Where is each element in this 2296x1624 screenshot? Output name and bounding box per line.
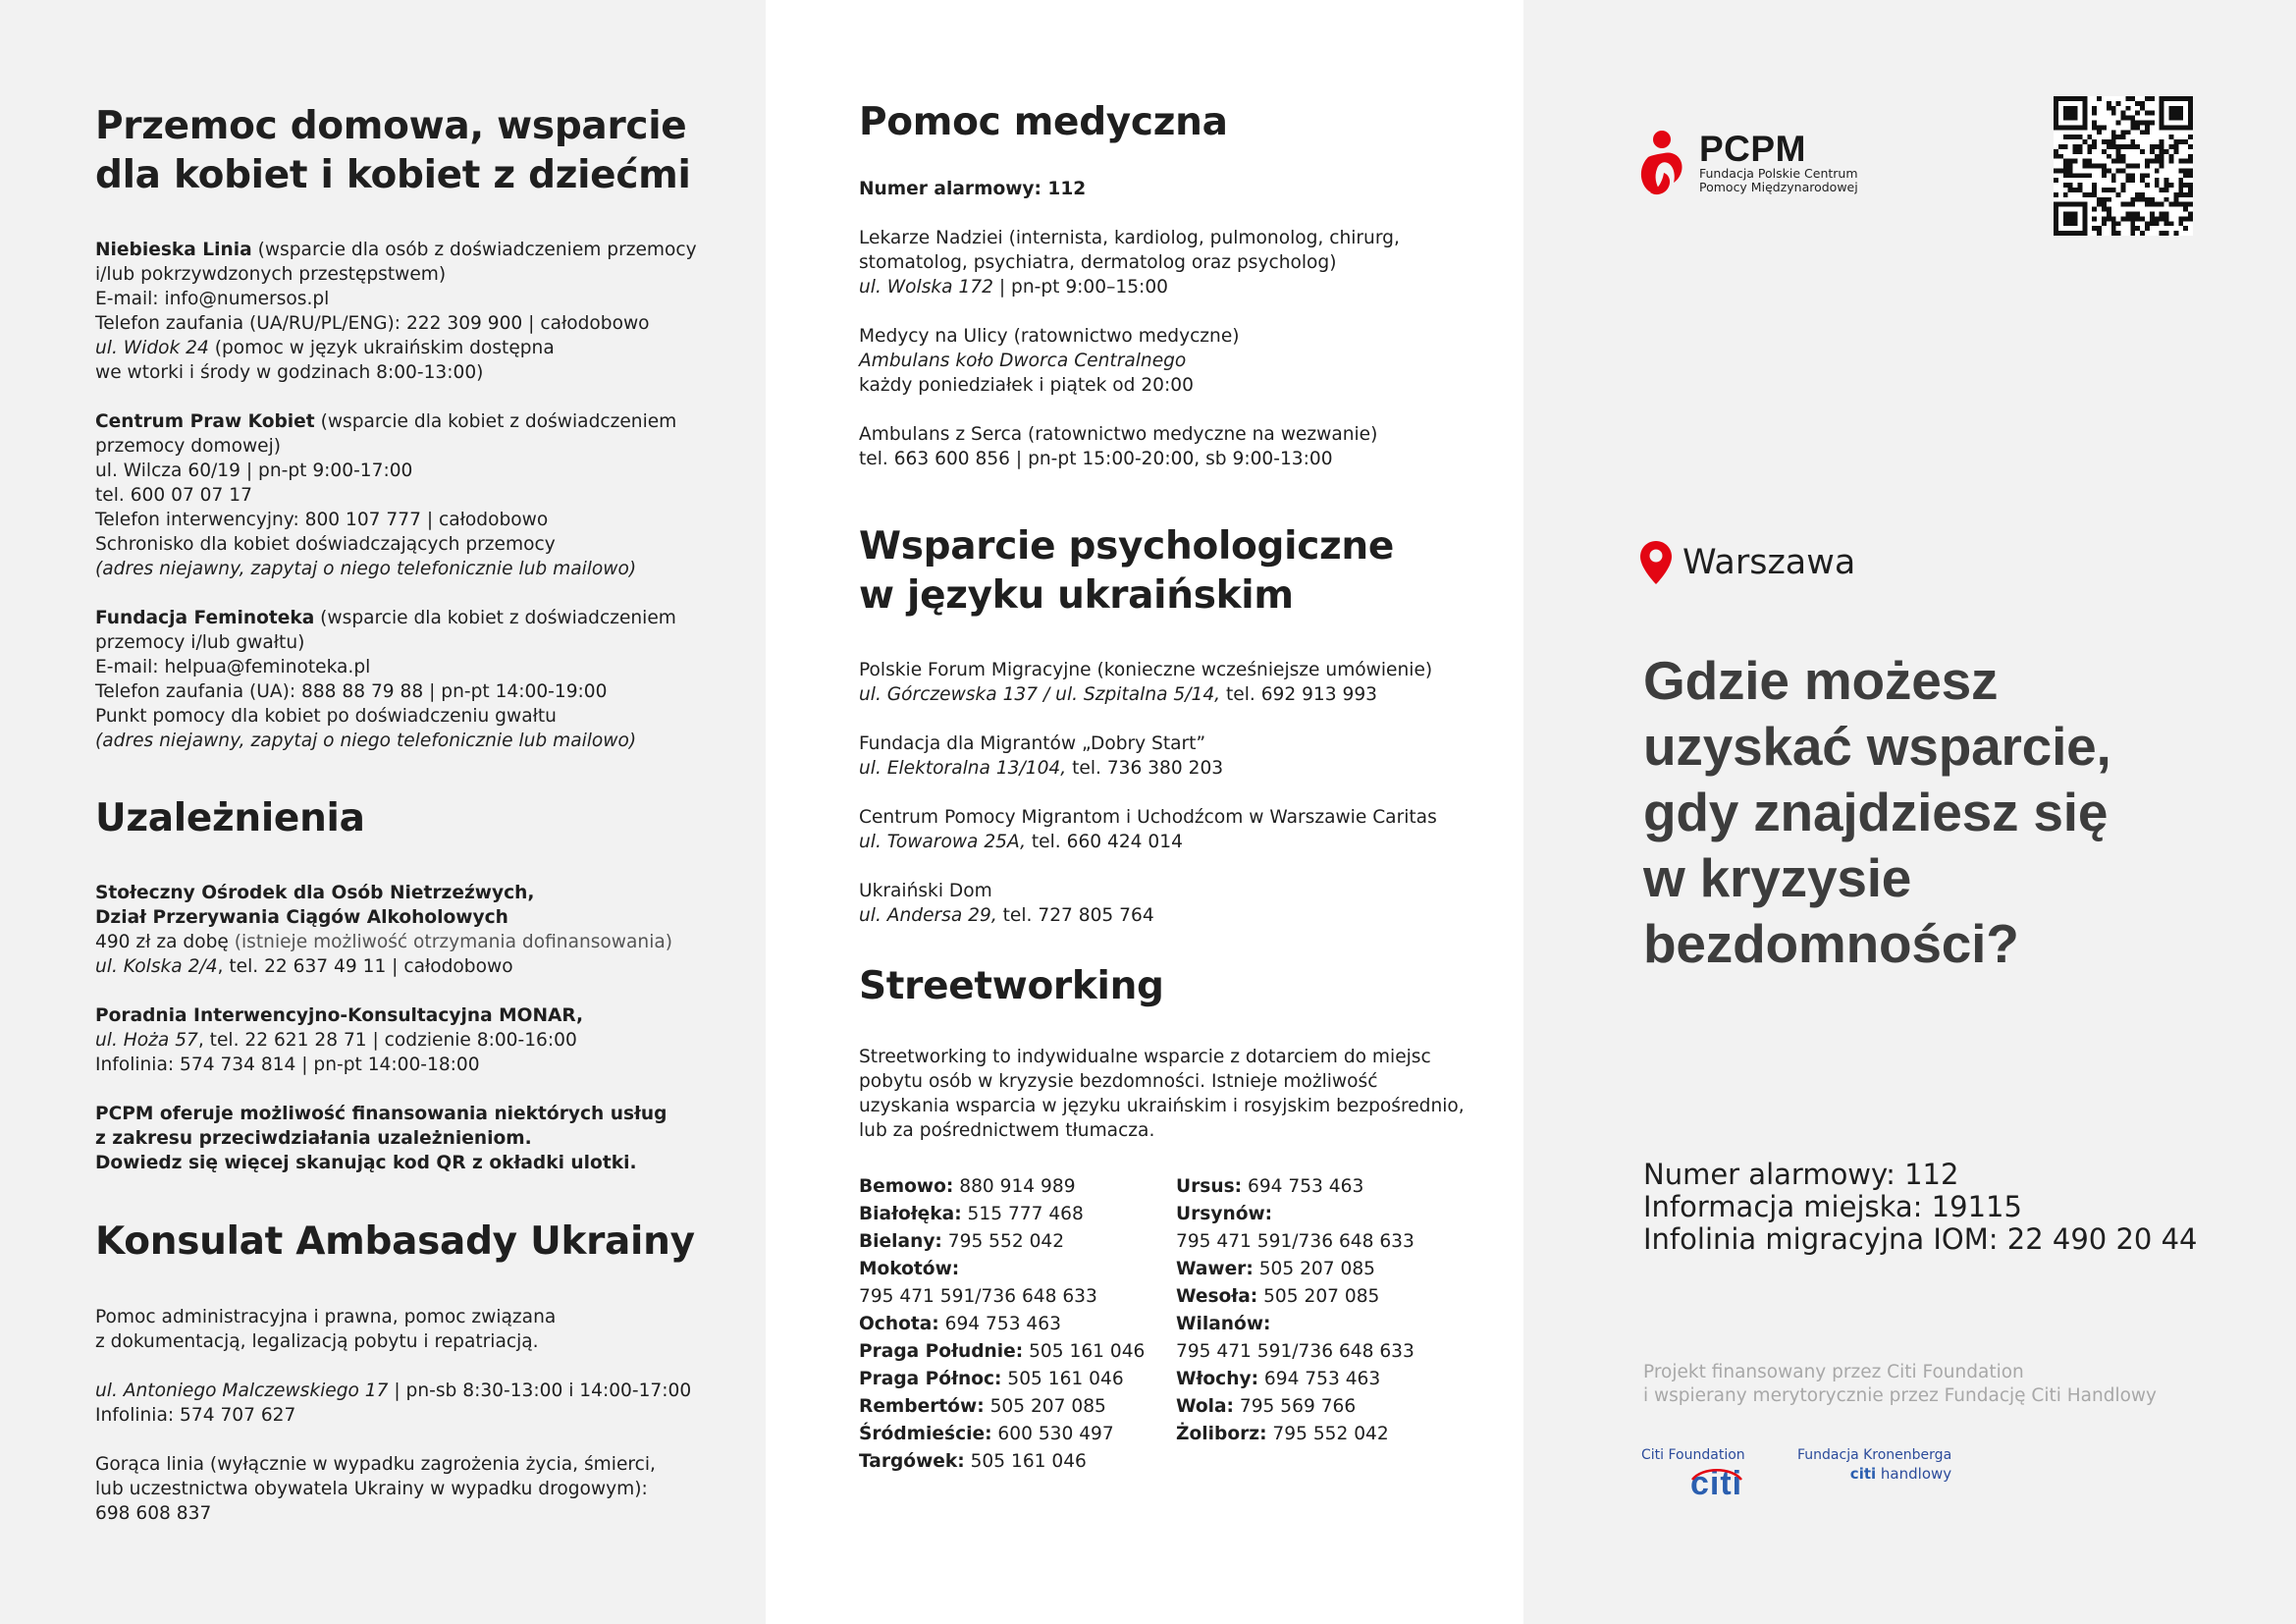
district-phone: 515 777 468 [961,1204,1084,1224]
contact-niebieska-linia: Niebieska Linia (wsparcie dla osób z doświadczeniem przemocy i/lub pokrzywdzonych przestępstwem) E-mail: info@numersos.pl Telefon zaufania (UA/RU/PL/ENG): 222 309 900 | całodobowo ul. Widok 24 (pomoc w język ukraińskim dostępna we wtorki i środy w godzinach 8:00-13:00) [95,240,697,383]
district-phone: 505 161 046 [964,1451,1087,1472]
district-name: Bielany: [859,1231,942,1252]
district-row [1176,1393,1490,1421]
district-name: Praga Północ: [859,1369,1002,1389]
city-label [1639,540,1855,585]
logo-wordmark: PCPM [1699,129,1806,169]
district-row [1176,1311,1490,1338]
pcpm-logo-icon [1634,128,1689,198]
contact-ukrainski-dom: Ukraiński Dom ul. Andersa 29, tel. 727 805 764 [859,881,1154,926]
section-title: Konsulat Ambasady Ukrainy [95,1219,695,1264]
district-name: Wola: [1176,1396,1234,1417]
citi-foundation-logo: Citi Foundation citi [1641,1447,1745,1502]
district-phone: 505 207 085 [1257,1286,1380,1307]
citi-wordmark: citi [1690,1465,1745,1503]
district-phone: 600 530 497 [991,1424,1114,1444]
district-name: Wesoła: [1176,1286,1258,1307]
alarm-number: Numer alarmowy: 112 [859,179,1087,199]
district-name: Rembertów: [859,1396,985,1417]
contact-caritas: Centrum Pomocy Migrantom i Uchodźcom w Warszawie Caritas ul. Towarowa 25A, tel. 660 424 014 [859,807,1437,852]
location-pin-icon [1639,540,1673,585]
citi-arc-icon [1688,1467,1745,1481]
district-row [859,1228,1176,1256]
district-phone: 505 207 085 [1253,1259,1375,1279]
section-title: Pomoc medyczna [859,100,1228,144]
district-column [1176,1173,1490,1476]
district-row [859,1338,1176,1366]
district-phone: 795 552 042 [941,1231,1065,1252]
city-name: Warszawa [1682,543,1856,582]
district-phone: 694 753 463 [1258,1369,1381,1389]
district-row [859,1201,1176,1228]
contact-feminoteka: Fundacja Feminoteka (wsparcie dla kobiet z doświadczeniem przemocy i/lub gwałtu) E-mail: helpua@feminoteka.pl Telefon zaufania (UA): 888 88 79 88 | pn-pt 14:00-19:00 Punkt pomocy dla kobiet po doświadczeniu gwałtu (adres niejawny, zapytaj o niego telefonicznie lub mailowo) [95,608,676,751]
district-phone: 795 471 591/736 648 633 [859,1286,1097,1307]
district-row [859,1421,1176,1448]
district-name: Ochota: [859,1314,939,1334]
district-name: Włochy: [1176,1369,1258,1389]
consulate-hotline: Gorąca linia (wyłącznie w wypadku zagrożenia życia, śmierci, lub uczestnictwa obywatela Ukrainy w wypadku drogowym): 698 608 837 [95,1454,656,1524]
section-ukraine-consulate [95,1218,766,1526]
district-contacts [859,1173,1523,1476]
district-name: Targówek: [859,1451,965,1472]
contact-monar: Poradnia Interwencyjno-Konsultacyjna MONAR, ul. Hoża 57, tel. 22 621 28 71 | codzienie 8:00-16:00 Infolinia: 574 734 814 | pn-pt 14:00-18:00 [95,1005,584,1075]
district-name: Wawer: [1176,1259,1254,1279]
funding-note: Projekt finansowany przez Citi Foundation i wspierany merytorycznie przez Fundację Citi Handlowy [1643,1362,2157,1406]
district-name: Białołęka: [859,1204,962,1224]
streetworking-description: Streetworking to indywidualne wsparcie z dotarciem do miejsc pobytu osób w kryzysie bezdomności. Istnieje możliwość uzyskania wsparcia w języku ukraińskim i rosyjskim bezpośrednio, lub za pośrednictwem tłumacza. [859,1047,1465,1141]
district-row [1176,1173,1490,1201]
section-title: Streetworking [859,964,1164,1008]
district-phone: 795 471 591/736 648 633 [1176,1231,1415,1252]
district-row [859,1393,1176,1421]
district-row [1176,1283,1490,1311]
district-phone: 694 753 463 [1242,1176,1364,1197]
district-name: Śródmieście: [859,1424,992,1444]
main-headline: Gdzie możesz uzyskać wsparcie, gdy znajdziesz się w kryzysie bezdomności? [1643,650,2111,974]
district-name: Żoliborz: [1176,1424,1267,1444]
pcpm-financing-note: PCPM oferuje możliwość finansowania niektórych usług z zakresu przeciwdziałania uzależnieniom. Dowiedz się więcej skanując kod QR z okładki ulotki. [95,1104,667,1173]
district-phone: 505 161 046 [1023,1341,1146,1362]
district-name: Wilanów: [1176,1314,1271,1334]
middle-panel [766,0,1523,1624]
contact-ambulans-z-serca: Ambulans z Serca (ratownictwo medyczne na wezwanie) tel. 663 600 856 | pn-pt 15:00-20:00, sb 9:00-13:00 [859,424,1378,469]
consulate-address: ul. Antoniego Malczewskiego 17 | pn-sb 8:30-13:00 i 14:00-17:00 Infolinia: 574 707 627 [95,1380,692,1426]
section-streetworking [859,962,1523,1476]
section-title: Uzależnienia [95,796,365,840]
district-name: Mokotów: [859,1259,960,1279]
district-row [859,1366,1176,1393]
contact-stoleczny-osrodek: Stołeczny Ośrodek dla Osób Nietrzeźwych, Dział Przerywania Ciągów Alkoholowych 490 zł za dobę (istnieje możliwość otrzymania dofinansowania) ul. Kolska 2/4, tel. 22 637 49 11 | całodobowo [95,883,673,977]
district-row [859,1448,1176,1476]
district-row [859,1173,1176,1201]
district-column [859,1173,1176,1476]
hotline-numbers: Numer alarmowy: 112 Informacja miejska: 19115 Infolinia migracyjna IOM: 22 490 20 44 [1643,1158,2198,1256]
district-phone: 880 914 989 [953,1176,1076,1197]
logo-subtitle: Fundacja Polskie Centrum Pomocy Międzynarodowej [1699,166,1858,194]
district-phone: 795 471 591/736 648 633 [1176,1341,1415,1362]
kronenberg-foundation-logo: Fundacja Kronenberga citi handlowy [1797,1447,1952,1483]
section-addictions [95,794,766,1175]
district-name: Ursus: [1176,1176,1243,1197]
district-name: Praga Południe: [859,1341,1024,1362]
pcpm-logo [1634,128,1858,198]
district-row [859,1283,1176,1311]
section-psychological-support [859,522,1523,928]
contact-centrum-praw-kobiet: Centrum Praw Kobiet (wsparcie dla kobiet z doświadczeniem przemocy domowej) ul. Wilcza 60/19 | pn-pt 9:00-17:00 tel. 600 07 07 17 Telefon interwencyjny: 800 107 777 | całodobowo Schronisko dla kobiet doświadczających przemocy (adres niejawny, zapytaj o niego telefonicznie lub mailowo) [95,411,677,579]
district-phone: 694 753 463 [938,1314,1061,1334]
contact-forum-migracyjne: Polskie Forum Migracyjne (konieczne wcześniejsze umówienie) ul. Górczewska 137 / ul. Szpitalna 5/14, tel. 692 913 993 [859,660,1433,705]
district-row [1176,1366,1490,1393]
section-title: Przemoc domowa, wsparcie dla kobiet i kobiet z dziećmi [95,104,691,197]
section-domestic-violence [95,102,766,753]
district-name: Ursynów: [1176,1204,1273,1224]
qr-code-icon[interactable] [2054,96,2193,236]
district-row [1176,1338,1490,1366]
district-phone: 795 569 766 [1233,1396,1357,1417]
district-phone: 795 552 042 [1266,1424,1389,1444]
contact-medycy-na-ulicy: Medycy na Ulicy (ratownictwo medyczne) Ambulans koło Dworca Centralnego każdy poniedziałek i piątek od 20:00 [859,326,1240,396]
district-row [859,1311,1176,1338]
section-title: Wsparcie psychologiczne w języku ukraińskim [859,524,1395,618]
section-medical-help [859,98,1523,471]
district-phone: 505 207 085 [984,1396,1106,1417]
contact-lekarze-nadziei: Lekarze Nadziei (internista, kardiolog, pulmonolog, chirurg, stomatolog, psychiatra, dermatolog oraz psycholog) ul. Wolska 172 | pn-pt 9:00–15:00 [859,228,1400,298]
contact-dobry-start: Fundacja dla Migrantów „Dobry Start” ul. Elektoralna 13/104, tel. 736 380 203 [859,733,1224,779]
district-row [1176,1256,1490,1283]
district-phone: 505 161 046 [1001,1369,1124,1389]
district-name: Bemowo: [859,1176,954,1197]
left-panel [0,0,766,1624]
district-row [1176,1201,1490,1228]
district-row [1176,1421,1490,1448]
district-row [1176,1228,1490,1256]
consulate-services: Pomoc administracyjna i prawna, pomoc związana z dokumentacją, legalizacją pobytu i repatriacją. [95,1307,557,1352]
cover-panel [1523,0,2296,1624]
district-row [859,1256,1176,1283]
